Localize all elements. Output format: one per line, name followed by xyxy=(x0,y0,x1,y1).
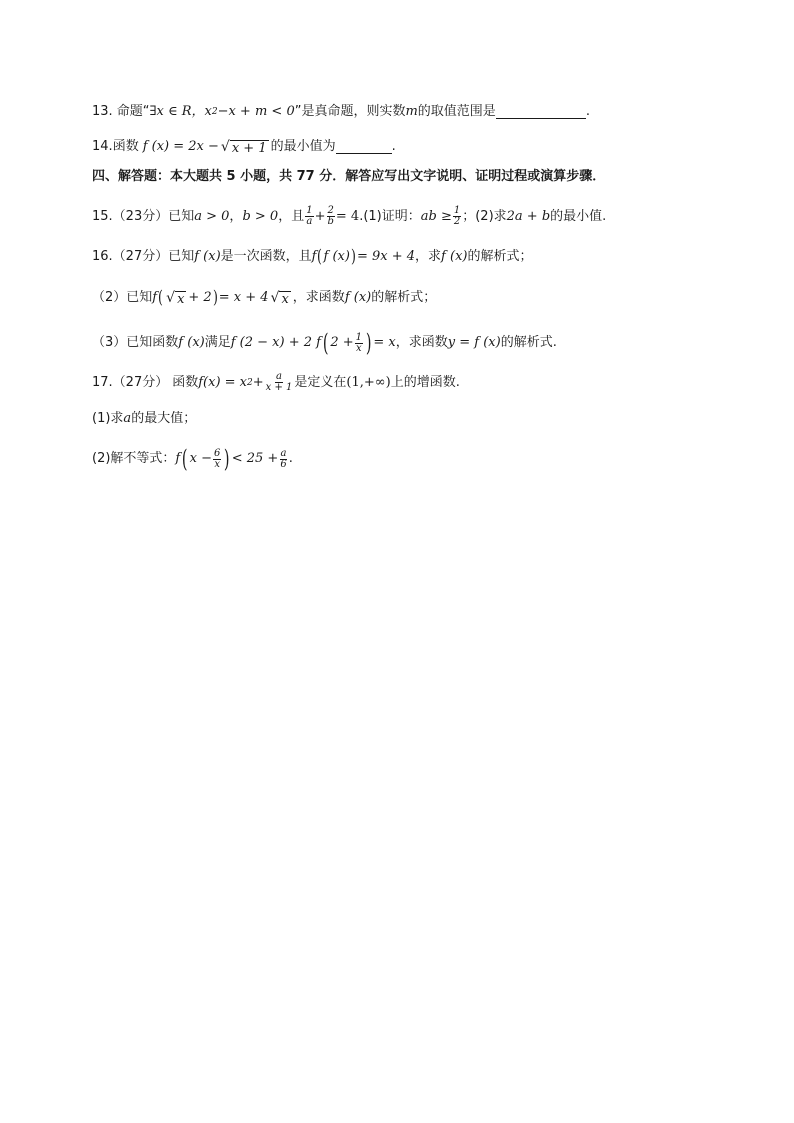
right-paren: ) xyxy=(350,246,356,267)
fraction-1-over-x: $\frac{1}{x}$ xyxy=(355,331,363,354)
part-1-tail: 的最大值； xyxy=(131,411,197,426)
question-14-function: f (x) = 2x − xyxy=(142,139,219,154)
question-13-prefix: 命题“ xyxy=(116,104,150,119)
answer-blank-14[interactable] xyxy=(336,140,392,154)
outer-f: f xyxy=(311,249,317,264)
plus-sign: + xyxy=(252,374,264,390)
fraction-2-over-b: $\frac{2}{b}$ xyxy=(327,205,334,227)
question-15-text2: ，且 xyxy=(278,208,305,224)
ab-inequality: ab ≥ xyxy=(420,208,452,224)
part-3-text4: 的解析式. xyxy=(500,335,557,350)
question-17: 17.（27分） 函数 f(x) = x 2 + $\frac{a}{x + 1}$ 是定义在 (1,+∞) 上的增函数. xyxy=(92,371,460,393)
section-heading xyxy=(92,168,605,186)
question-14-prefix: 函数 xyxy=(112,139,139,154)
question-15 xyxy=(92,206,606,227)
question-15-suffix: 的最小值. xyxy=(550,208,607,224)
part-1-label: .(1)证明： xyxy=(359,208,421,224)
question-16-part-3 xyxy=(92,331,557,355)
question-13-quantifier: ∃x ∈ R，x xyxy=(149,104,212,119)
expression-2a-plus-b: 2a + b xyxy=(506,208,551,224)
plus-2: + 2 xyxy=(188,290,212,305)
question-13-inequality: −x + m < 0 xyxy=(217,104,295,119)
inner-expression: x − xyxy=(189,451,212,466)
question-14-suffix: 的最小值为 xyxy=(270,139,336,154)
plus-sign: + xyxy=(314,208,326,224)
left-paren: ( xyxy=(322,329,329,357)
left-paren: ( xyxy=(158,287,164,308)
inequality-rhs: < 25 + xyxy=(231,451,279,466)
function-fx: f(x) = x xyxy=(198,374,248,390)
question-14 xyxy=(92,138,396,156)
question-16-text1: 已知 xyxy=(168,249,195,264)
part-2-number: （2） xyxy=(92,290,127,305)
right-paren: ) xyxy=(365,329,372,357)
part-2-label: ；(2)求 xyxy=(462,208,507,224)
radicand: x + 1 xyxy=(231,140,267,156)
question-17-text3: 上的增函数. xyxy=(390,374,460,390)
square-root: √ x xyxy=(166,289,185,307)
fraction-a-over-6: $\frac{a}{6}$ xyxy=(280,447,287,470)
fraction-1-over-2: $\frac{1}{2}$ xyxy=(453,205,461,227)
question-16-number: 16.（27分） xyxy=(92,249,169,264)
right-paren: ) xyxy=(212,287,218,308)
left-paren: ( xyxy=(317,246,323,267)
answer-blank-13[interactable] xyxy=(496,105,586,119)
question-13-number: 13. xyxy=(92,104,113,119)
question-16 xyxy=(92,248,532,266)
square-root-2: √ x xyxy=(270,289,289,307)
part-2-text2: ，求函数 xyxy=(292,290,345,305)
fraction-a-over-x-plus-1: $\frac{a}{x + 1}$ xyxy=(265,371,293,393)
question-17-text1: 函数 xyxy=(172,374,199,390)
question-15-text1: 已知 xyxy=(168,208,195,224)
part-3-text3: ，求函数 xyxy=(395,335,448,350)
question-17-number: 17.（27分） xyxy=(92,374,169,390)
question-14-end: . xyxy=(391,139,396,154)
question-13-middle: ”是真命题，则实数 xyxy=(294,104,406,119)
question-13: 13. 命题“ ∃x ∈ R，x 2 −x + m < 0 ”是真命题，则实数 m 的取值范围是 . xyxy=(92,104,590,119)
part-3-rhs: = x xyxy=(373,335,396,350)
composite-rhs: = 9x + 4 xyxy=(356,249,416,264)
part-3-y: y = f (x) xyxy=(447,335,501,350)
part-2-text3: 的解析式； xyxy=(371,290,437,305)
left-paren: ( xyxy=(182,445,188,473)
section-heading-text: 四、解答题：本大题共 5 小题，共 77 分．解答应写出文字说明、证明过程或演算步骤． xyxy=(92,169,606,184)
question-16-text2: 是一次函数，且 xyxy=(220,249,312,264)
radicand: x xyxy=(177,291,185,307)
radicand-2: x xyxy=(281,291,289,307)
question-16-text3: ，求 xyxy=(415,249,442,264)
part-2-rhs: = x + 4 xyxy=(218,290,269,305)
condition-b: b > 0 xyxy=(242,208,279,224)
interval: (1,+∞) xyxy=(346,374,391,390)
equals-4: = 4 xyxy=(335,208,360,224)
part-3-text2: 满足 xyxy=(204,335,231,350)
part-2-f: f xyxy=(152,290,158,305)
question-17-part-2 xyxy=(92,447,293,471)
question-17-text2: 是定义在 xyxy=(294,374,347,390)
part-2-label: (2)解不等式： xyxy=(92,451,176,466)
period: . xyxy=(288,451,293,466)
variable-a: a xyxy=(123,411,132,426)
question-13-end: . xyxy=(585,104,590,119)
inner-fx: f (x) xyxy=(323,249,350,264)
part-3-fx: f (x) xyxy=(178,335,205,350)
question-16-part-2 xyxy=(92,289,436,307)
part-1-label: (1)求 xyxy=(92,411,124,426)
question-14-number: 14. xyxy=(92,139,113,154)
fraction-6-over-x: $\frac{6}{x}$ xyxy=(213,447,221,470)
function-fx: f (x) xyxy=(194,249,221,264)
condition-a: a > 0 xyxy=(194,208,230,224)
part-3-inner: 2 + xyxy=(330,335,354,350)
part-2-fx: f (x) xyxy=(344,290,372,305)
part-2-text1: 已知 xyxy=(126,290,153,305)
part-3-number: （3） xyxy=(92,335,127,350)
square-root: √ x + 1 xyxy=(220,138,267,156)
question-13-suffix: 的取值范围是 xyxy=(417,104,496,119)
separator: ， xyxy=(229,208,243,224)
function-fx-2: f (x) xyxy=(441,249,468,264)
question-17-part-1 xyxy=(92,410,196,428)
part-3-expression: f (2 − x) + 2 f xyxy=(230,335,321,350)
outer-f: f xyxy=(175,451,181,466)
question-13-variable: m xyxy=(405,104,418,119)
question-15-number: 15.（23分） xyxy=(92,208,169,224)
right-paren: ) xyxy=(224,445,230,473)
fraction-1-over-a: $\frac{1}{a}$ xyxy=(306,205,313,227)
question-16-text4: 的解析式； xyxy=(467,249,533,264)
part-3-text1: 已知函数 xyxy=(126,335,179,350)
